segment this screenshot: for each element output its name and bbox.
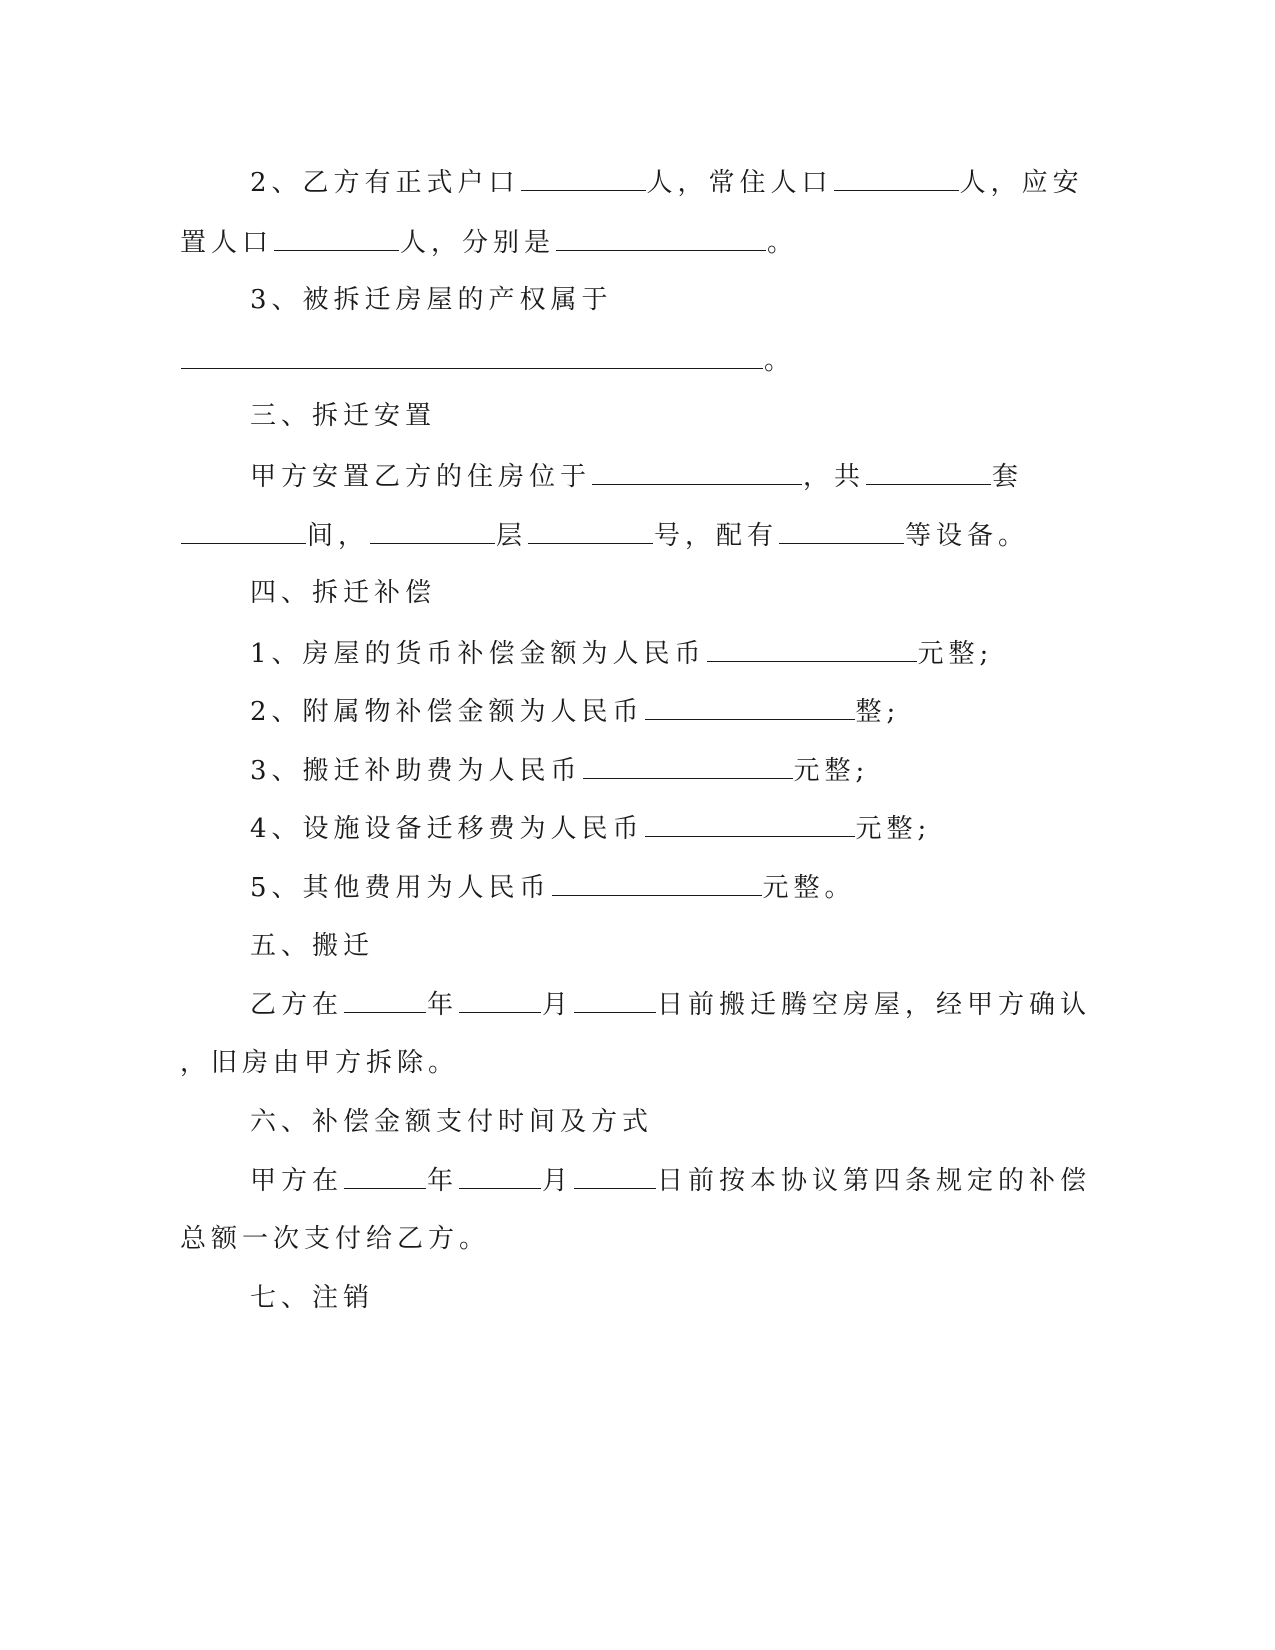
section-6-heading	[250, 1106, 653, 1138]
blank-field[interactable]	[370, 519, 495, 544]
housing-location	[250, 460, 1023, 493]
blank-field[interactable]	[707, 637, 917, 662]
text-segment: 总额一次支付给乙方。	[180, 1224, 491, 1254]
section-heading: 六、补偿金额支付时间及方式	[250, 1107, 654, 1137]
blank-field[interactable]	[181, 344, 763, 369]
blank-field[interactable]	[574, 988, 656, 1013]
text-segment: 日前搬迁腾空房屋，经甲方确认	[657, 990, 1092, 1020]
section-heading: 四、拆迁补偿	[250, 578, 437, 608]
text-segment: 日前按本协议第四条规定的补偿	[657, 1166, 1092, 1196]
compensation-attachments	[250, 695, 900, 728]
text-segment: 元整。	[762, 873, 856, 903]
move-out-date-cont	[180, 1047, 459, 1079]
move-out-date	[250, 988, 1091, 1021]
compensation-other	[250, 871, 856, 904]
clause-2-household-cont	[180, 226, 798, 259]
compensation-equipment	[250, 812, 931, 845]
clause-2-household	[250, 166, 1084, 199]
text-segment: 3、被拆迁房屋的产权属于	[250, 285, 613, 315]
clause-3-ownership	[250, 284, 613, 316]
blank-field[interactable]	[645, 812, 855, 837]
blank-field[interactable]	[834, 166, 959, 191]
blank-field[interactable]	[521, 166, 646, 191]
text-segment: 年	[427, 990, 459, 1020]
blank-field[interactable]	[459, 1164, 541, 1189]
text-segment: 2、乙方有正式户口	[250, 168, 520, 198]
text-segment: 甲方安置乙方的住房位于	[250, 462, 592, 492]
section-3-heading	[250, 400, 436, 432]
blank-field[interactable]	[556, 226, 766, 251]
blank-field[interactable]	[779, 519, 904, 544]
text-segment: 号，配有	[654, 521, 779, 551]
text-segment: 月	[542, 990, 574, 1020]
text-segment: 元整;	[793, 756, 870, 786]
text-segment: 间，	[307, 521, 370, 551]
blank-field[interactable]	[574, 1164, 656, 1189]
section-heading: 五、搬迁	[250, 931, 375, 961]
compensation-house	[250, 637, 993, 670]
text-segment: 人，分别是	[400, 228, 556, 258]
blank-field[interactable]	[866, 460, 991, 485]
text-segment: ，旧房由甲方拆除。	[180, 1048, 460, 1078]
blank-field[interactable]	[459, 988, 541, 1013]
text-segment: 等设备。	[905, 521, 1030, 551]
text-segment: 元整;	[855, 814, 932, 844]
blank-field[interactable]	[344, 1164, 426, 1189]
blank-field[interactable]	[528, 519, 653, 544]
compensation-relocation	[250, 754, 869, 787]
blank-field[interactable]	[552, 871, 762, 896]
text-segment: ，共	[803, 462, 866, 492]
payment-date-cont	[180, 1223, 490, 1255]
text-segment: 套	[992, 462, 1024, 492]
text-segment: 。	[767, 228, 799, 258]
section-4-heading	[250, 577, 436, 609]
text-segment: 1、房屋的货币补偿金额为人民币	[250, 639, 706, 669]
blank-field[interactable]	[583, 754, 793, 779]
text-segment: 年	[427, 1166, 459, 1196]
text-segment: 2、附属物补偿金额为人民币	[250, 697, 644, 727]
clause-3-ownership-blank	[180, 344, 795, 377]
text-segment: 甲方在	[250, 1166, 344, 1196]
text-segment: 3、搬迁补助费为人民币	[250, 756, 582, 786]
blank-field[interactable]	[592, 460, 802, 485]
blank-field[interactable]	[181, 519, 306, 544]
text-segment: 人，常住人口	[646, 168, 833, 198]
text-segment: 5、其他费用为人民币	[250, 873, 551, 903]
text-segment: 4、设施设备迁移费为人民币	[250, 814, 644, 844]
section-5-heading	[250, 930, 374, 962]
text-segment: 乙方在	[250, 990, 344, 1020]
text-segment: 。	[764, 346, 796, 376]
text-segment: 元整;	[917, 639, 994, 669]
blank-field[interactable]	[645, 695, 855, 720]
section-heading: 三、拆迁安置	[250, 401, 437, 431]
text-segment: 人，应安	[959, 168, 1084, 198]
housing-details	[180, 519, 1029, 552]
text-segment: 月	[542, 1166, 574, 1196]
blank-field[interactable]	[344, 988, 426, 1013]
section-7-heading	[250, 1282, 374, 1314]
text-segment: 层	[496, 521, 528, 551]
section-heading: 七、注销	[250, 1283, 375, 1313]
blank-field[interactable]	[274, 226, 399, 251]
text-segment: 置人口	[180, 228, 274, 258]
payment-date	[250, 1164, 1091, 1197]
text-segment: 整;	[855, 697, 901, 727]
